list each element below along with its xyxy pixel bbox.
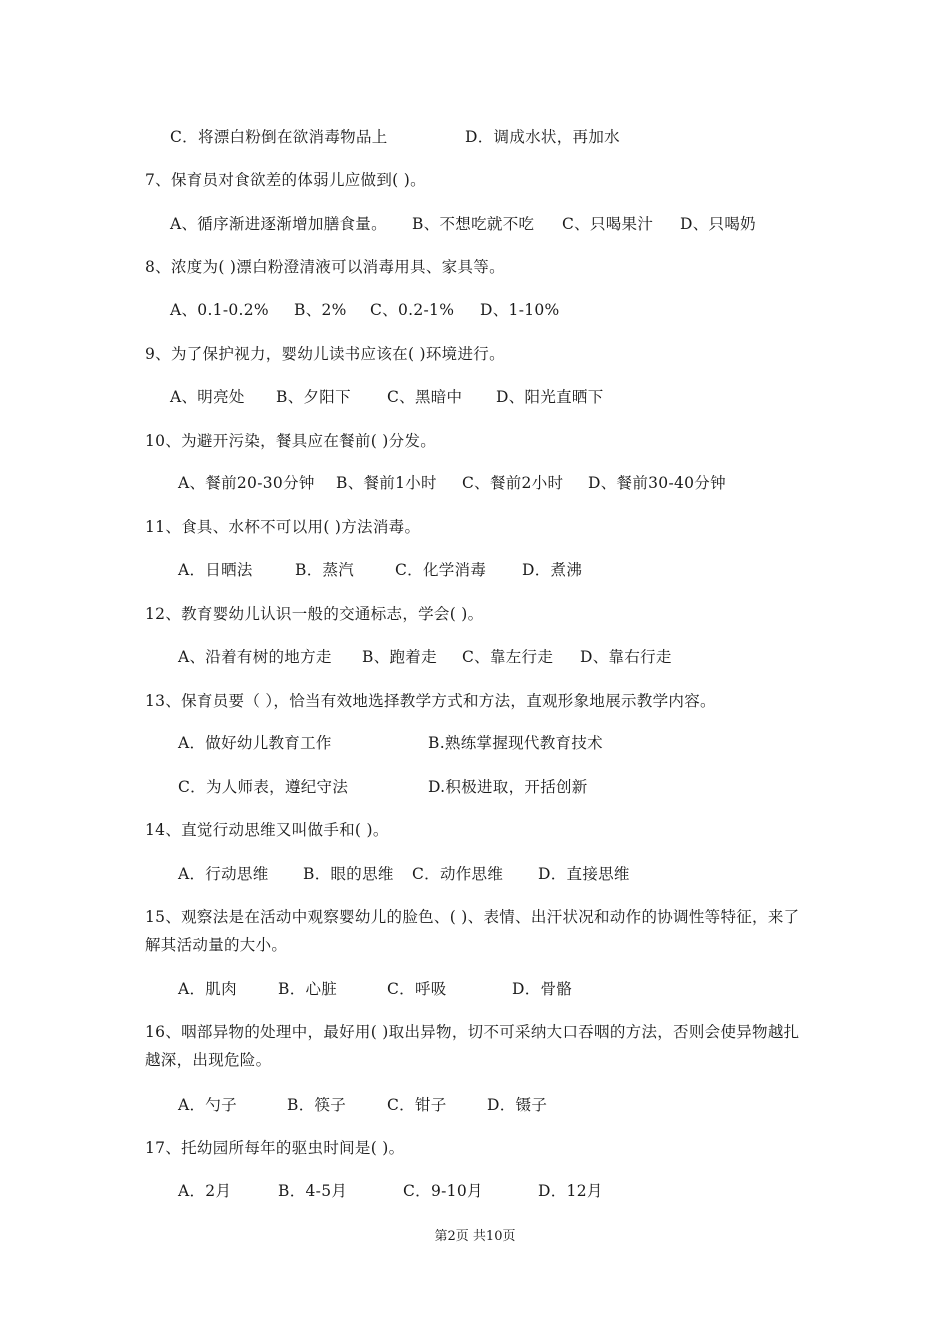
- q10-option-a: A、餐前20-30分钟: [178, 474, 315, 492]
- q9-option-c: C、黑暗中: [387, 388, 463, 406]
- q15-option-d: D．骨骼: [512, 980, 573, 998]
- question-10: 10、为避开污染，餐具应在餐前( )分发。: [145, 432, 437, 450]
- q11-option-b: B．蒸汽: [295, 561, 355, 579]
- q16-option-a: A．勺子: [178, 1096, 237, 1114]
- q6-option-d: D．调成水状，再加水: [465, 128, 620, 146]
- q15-option-b: B．心脏: [278, 980, 338, 998]
- q12-option-a: A、沿着有树的地方走: [178, 648, 332, 666]
- q12-option-b: B、跑着走: [362, 648, 437, 666]
- q10-option-c: C、餐前2小时: [462, 474, 564, 492]
- q14-option-b: B．眼的思维: [303, 865, 394, 883]
- q16-option-b: B．筷子: [287, 1096, 347, 1114]
- q7-option-b: B、不想吃就不吃: [412, 215, 535, 233]
- q7-option-d: D、只喝奶: [680, 215, 756, 233]
- q6-option-c: C．将漂白粉倒在欲消毒物品上: [170, 128, 388, 146]
- q17-option-a: A．2月: [178, 1182, 232, 1200]
- q8-option-b: B、2%: [294, 301, 347, 319]
- q12-option-d: D、靠右行走: [580, 648, 672, 666]
- q13-option-a: A．做好幼儿教育工作: [178, 734, 332, 752]
- question-13: 13、保育员要（ ），恰当有效地选择教学方式和方法，直观形象地展示教学内容。: [145, 692, 716, 710]
- q7-option-a: A、循序渐进逐渐增加膳食量。: [170, 215, 387, 233]
- q14-option-c: C．动作思维: [412, 865, 504, 883]
- q13-option-b: B.熟练掌握现代教育技术: [428, 734, 603, 752]
- q17-option-c: C．9-10月: [403, 1182, 483, 1200]
- q16-option-c: C．钳子: [387, 1096, 447, 1114]
- q14-option-a: A．行动思维: [178, 865, 269, 883]
- q13-option-d: D.积极进取，开括创新: [428, 778, 588, 796]
- question-17: 17、托幼园所每年的驱虫时间是( )。: [145, 1139, 405, 1157]
- q16-option-d: D．镊子: [487, 1096, 548, 1114]
- q11-option-d: D．煮沸: [522, 561, 583, 579]
- question-12: 12、教育婴幼儿认识一般的交通标志，学会( )。: [145, 605, 484, 623]
- q15-option-c: C．呼吸: [387, 980, 447, 998]
- q9-option-a: A、明亮处: [170, 388, 245, 406]
- q8-option-d: D、1-10%: [480, 301, 560, 319]
- q10-option-b: B、餐前1小时: [336, 474, 437, 492]
- question-8: 8、浓度为( )漂白粉澄清液可以消毒用具、家具等。: [145, 258, 505, 276]
- q17-option-d: D．12月: [538, 1182, 603, 1200]
- question-9: 9、为了保护视力，婴幼儿读书应该在( )环境进行。: [145, 345, 505, 363]
- q9-option-b: B、夕阳下: [276, 388, 351, 406]
- question-7: 7、保育员对食欲差的体弱儿应做到( )。: [145, 171, 426, 189]
- question-14: 14、直觉行动思维又叫做手和( )。: [145, 821, 389, 839]
- q11-option-a: A．日晒法: [178, 561, 253, 579]
- q8-option-a: A、0.1-0.2%: [170, 301, 269, 319]
- q9-option-d: D、阳光直晒下: [496, 388, 604, 406]
- question-16: 16、咽部异物的处理中，最好用( )取出异物，切不可采纳大口吞咽的方法，否则会使异物越扎越深，出现危险。: [145, 1023, 800, 1069]
- q13-option-c: C．为人师表，遵纪守法: [178, 778, 349, 796]
- page-number-footer: 第2页 共10页: [434, 1229, 516, 1244]
- q11-option-c: C．化学消毒: [395, 561, 487, 579]
- q10-option-d: D、餐前30-40分钟: [588, 474, 726, 492]
- question-11: 11、食具、水杯不可以用( )方法消毒。: [145, 518, 421, 536]
- q15-option-a: A．肌肉: [178, 980, 237, 998]
- q12-option-c: C、靠左行走: [462, 648, 554, 666]
- question-15: 15、观察法是在活动中观察婴幼儿的脸色、( )、表情、出汗状况和动作的协调性等特征，来了解其活动量的大小。: [145, 908, 800, 954]
- q7-option-c: C、只喝果汁: [562, 215, 654, 233]
- q14-option-d: D．直接思维: [538, 865, 630, 883]
- q8-option-c: C、0.2-1%: [370, 301, 455, 319]
- q17-option-b: B．4-5月: [278, 1182, 348, 1200]
